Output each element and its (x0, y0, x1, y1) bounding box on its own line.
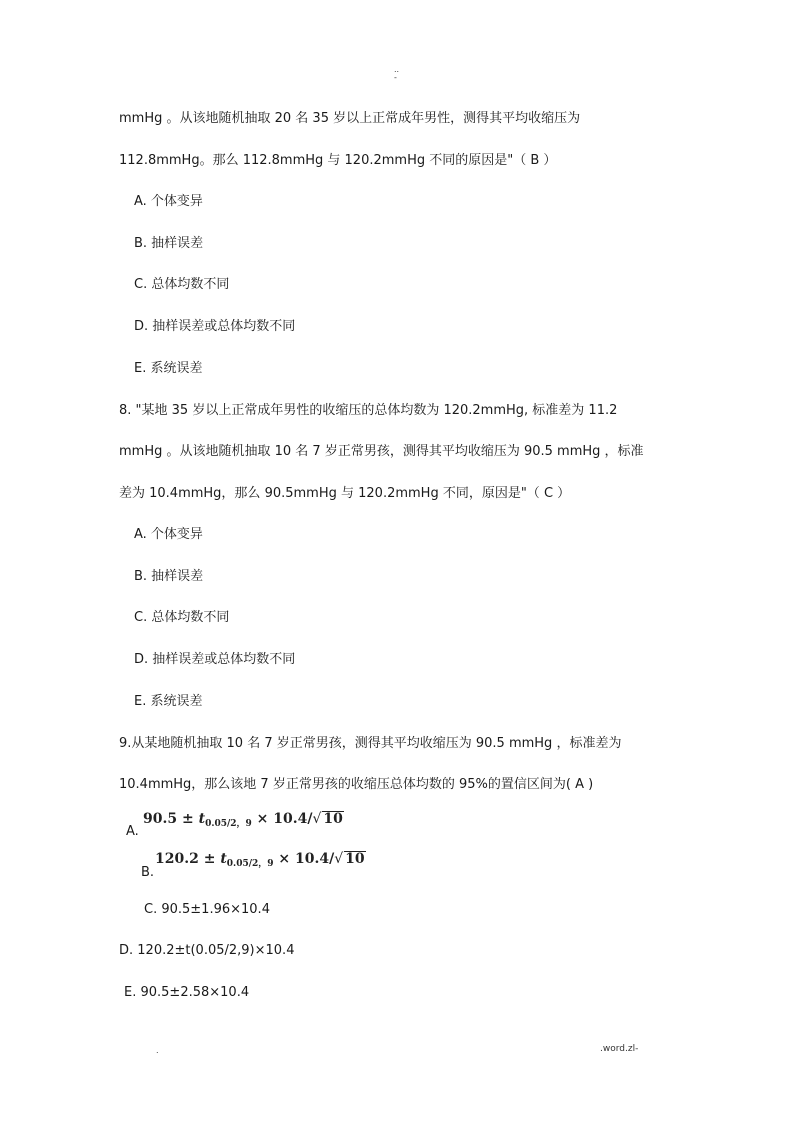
page-header-mark: .. - (394, 65, 400, 82)
formula-times: × 10.4/ (256, 811, 313, 827)
q8-option-c: C. 总体均数不同 (134, 610, 230, 625)
q7-option-c: C. 总体均数不同 (134, 277, 230, 292)
sqrt-sign: √ (334, 851, 344, 867)
formula-plus-minus: ± (181, 811, 194, 827)
q9-option-a-formula (143, 811, 344, 829)
q7-option-e: E. 系统误差 (134, 361, 203, 376)
formula-t: t (220, 851, 227, 867)
q7-text-line2: 112.8mmHg。那么 112.8mmHg 与 120.2mmHg 不同的原因是"（ B ） (119, 153, 557, 168)
q8-option-e: E. 系统误差 (134, 694, 203, 709)
q9-option-c: C. 90.5±1.96×10.4 (144, 902, 270, 917)
q8-option-a: A. 个体变异 (134, 527, 203, 542)
q9-text-line1: 9.从某地随机抽取 10 名 7 岁正常男孩，测得其平均收缩压为 90.5 mmHg ，标准差为 (119, 736, 622, 751)
q9-option-a-label: A. (126, 824, 139, 839)
q9-option-d: D. 120.2±t(0.05/2,9)×10.4 (119, 943, 295, 958)
q9-text-line2: 10.4mmHg，那么该地 7 岁正常男孩的收缩压总体均数的 95%的置信区间为( A ) (119, 777, 594, 792)
q9-option-b-formula (155, 851, 366, 869)
formula-subscript: 0.05/2，9 (226, 859, 274, 869)
q8-text-line1: 8. "某地 35 岁以上正常成年男性的收缩压的总体均数为 120.2mmHg, 标准差为 11.2 (119, 403, 618, 418)
q7-text-line1: mmHg 。从该地随机抽取 20 名 35 岁以上正常成年男性，测得其平均收缩压为 (119, 111, 581, 126)
footer-right: .word.zl- (600, 1044, 639, 1054)
formula-mean: 90.5 (143, 811, 178, 827)
formula-root: 10 (345, 851, 365, 867)
q9-option-b-label: B. (141, 865, 155, 880)
footer-left: . (156, 1046, 159, 1055)
q8-option-b: B. 抽样误差 (134, 569, 204, 584)
q7-option-d: D. 抽样误差或总体均数不同 (134, 319, 296, 334)
formula-root: 10 (323, 811, 343, 827)
q7-option-a: A. 个体变异 (134, 194, 203, 209)
q7-option-b: B. 抽样误差 (134, 236, 204, 251)
formula-times: × 10.4/ (278, 851, 335, 867)
formula-subscript: 0.05/2，9 (205, 819, 252, 829)
formula-t: t (198, 811, 206, 827)
q8-text-line2: mmHg 。从该地随机抽取 10 名 7 岁正常男孩，测得其平均收缩压为 90.5 mmHg ，标准 (119, 444, 644, 459)
q8-option-d: D. 抽样误差或总体均数不同 (134, 652, 296, 667)
formula-mean: 120.2 (155, 851, 199, 867)
sqrt-sign: √ (312, 811, 322, 827)
q8-text-line3: 差为 10.4mmHg，那么 90.5mmHg 与 120.2mmHg 不同，原因是"（ C ） (119, 486, 571, 501)
q9-option-e: E. 90.5±2.58×10.4 (124, 985, 250, 1000)
formula-plus-minus: ± (203, 851, 216, 867)
